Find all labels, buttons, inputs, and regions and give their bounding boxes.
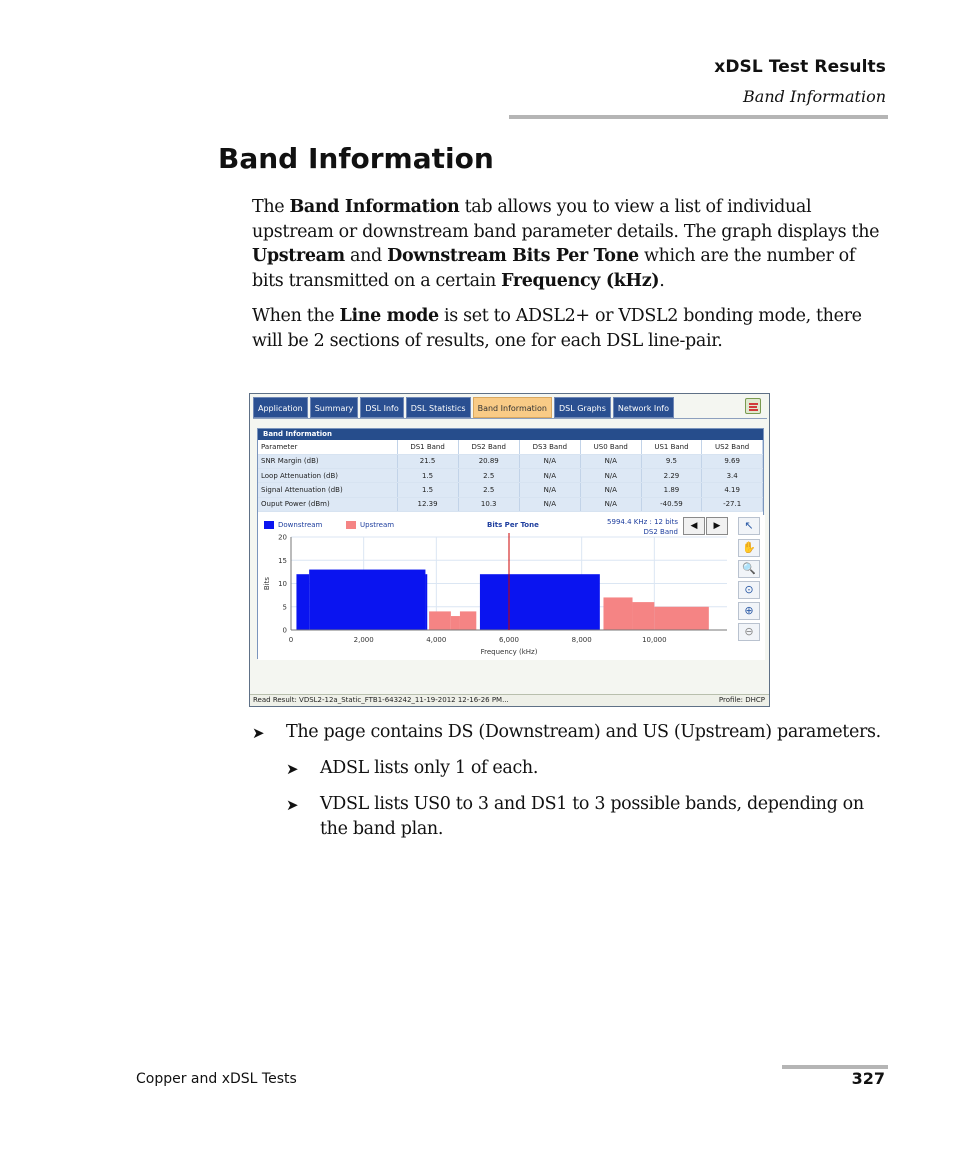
x-tick-label: 2,000 — [353, 636, 374, 644]
tab-dsl-info[interactable]: DSL Info — [360, 397, 403, 418]
tab-band-information[interactable]: Band Information — [473, 397, 552, 418]
table-row — [258, 454, 763, 468]
upstream-bar — [429, 611, 451, 630]
table-cell: N/A — [519, 454, 580, 468]
pan-hand-icon[interactable]: ✋ — [738, 539, 760, 557]
table-row — [258, 497, 763, 511]
pointer-tool-icon[interactable]: ↖ — [738, 517, 760, 535]
status-profile: Profile: DHCP — [718, 696, 765, 704]
tab-dsl-statistics[interactable]: DSL Statistics — [406, 397, 471, 418]
column-header: DS2 Band — [458, 440, 519, 454]
list-item: The page contains DS (Downstream) and US (Upstream) parameters. — [286, 722, 881, 742]
y-tick-label: 5 — [282, 603, 287, 612]
table-cell: 1.89 — [641, 483, 702, 497]
table-cell: N/A — [519, 483, 580, 497]
table-cell: 4.19 — [702, 483, 763, 497]
x-tick-label: 0 — [288, 636, 294, 644]
running-header-subtitle: Band Information — [743, 87, 886, 106]
table-cell: N/A — [519, 469, 580, 483]
table-row — [258, 483, 763, 497]
page-number: 327 — [851, 1069, 885, 1088]
table-cell: -27.1 — [702, 497, 763, 511]
column-header: US0 Band — [580, 440, 641, 454]
table-cell: 10.3 — [458, 497, 519, 511]
table-row — [258, 469, 763, 483]
bits-per-tone-graph — [258, 515, 765, 660]
status-read-result: Read Result: VDSL2-12a_Static_FTB1-643242_11-19-2012 12-16-26 PM... — [253, 696, 509, 704]
table-header-row — [258, 440, 763, 454]
y-tick-label: 20 — [278, 533, 287, 542]
table-cell: -40.59 — [641, 497, 702, 511]
table-cell: SNR Margin (dB) — [258, 454, 397, 468]
tab-application[interactable]: Application — [253, 397, 308, 418]
zoom-area-icon[interactable]: 🔍 — [738, 560, 760, 578]
tab-summary[interactable]: Summary — [310, 397, 359, 418]
x-tick-label: 6,000 — [498, 636, 520, 644]
table-cell: N/A — [580, 454, 641, 468]
x-tick-label: 8,000 — [571, 636, 592, 644]
downstream-bar — [480, 574, 600, 630]
table-cell: 9.5 — [641, 454, 702, 468]
table-cell: N/A — [580, 483, 641, 497]
downstream-bar — [296, 574, 309, 630]
bullet-arrow-icon: ➤ — [252, 724, 265, 742]
x-axis-label: Frequency (kHz) — [480, 648, 538, 656]
zoom-in-icon[interactable]: ⊕ — [738, 602, 760, 620]
table-cell: Signal Attenuation (dB) — [258, 483, 397, 497]
table-cell: 1.5 — [397, 483, 458, 497]
band-information-panel — [257, 428, 764, 659]
running-header-title: xDSL Test Results — [714, 57, 886, 77]
tab-bar-divider — [253, 418, 767, 419]
column-header: DS3 Band — [519, 440, 580, 454]
table-cell: 20.89 — [458, 454, 519, 468]
table-cell: Ouput Power (dBm) — [258, 497, 397, 511]
list-item: ADSL lists only 1 of each. — [320, 758, 539, 778]
x-tick-label: 4,000 — [426, 636, 447, 644]
table-cell: 2.5 — [458, 469, 519, 483]
table-cell: N/A — [580, 497, 641, 511]
tab-dsl-graphs[interactable]: DSL Graphs — [554, 397, 611, 418]
zoom-fit-icon[interactable]: ⊙ — [738, 581, 760, 599]
readout-band: DS2 Band — [643, 528, 678, 536]
y-axis-label: Bits — [263, 576, 271, 591]
upstream-bar — [654, 607, 709, 630]
upstream-bar — [451, 616, 460, 630]
table-cell: 1.5 — [397, 469, 458, 483]
legend-upstream-label: Upstream — [360, 521, 395, 529]
y-tick-label: 10 — [278, 580, 287, 588]
next-band-button[interactable]: ▶ — [706, 517, 728, 535]
status-bar — [250, 694, 769, 706]
list-item: VDSL lists US0 to 3 and DS1 to 3 possible bands, depending on the band plan. — [320, 794, 864, 839]
column-header: US2 Band — [702, 440, 763, 454]
y-tick-label: 15 — [278, 556, 287, 565]
band-information-screenshot — [249, 393, 770, 707]
table-cell: N/A — [580, 469, 641, 483]
downstream-bar — [425, 574, 427, 630]
intro-paragraph: The Band Information tab allows you to view a list of individual upstream or downstream band parameter details. The graph displays the Upstream and Downstream Bits Per Tone which are the number of bits transmitted on a certain Frequency (kHz). — [252, 197, 880, 291]
graph-title: Bits Per Tone — [487, 521, 539, 529]
notes-icon[interactable] — [745, 398, 761, 414]
table-cell: Loop Attenuation (dB) — [258, 469, 397, 483]
header-rule — [509, 115, 888, 119]
upstream-bar — [633, 602, 655, 630]
line-mode-paragraph: When the Line mode is set to ADSL2+ or VDSL2 bonding mode, there will be 2 sections of results, one for each DSL line-pair. — [252, 306, 862, 351]
y-tick-label: 0 — [282, 626, 287, 635]
column-header: Parameter — [258, 440, 397, 454]
table-cell: 21.5 — [397, 454, 458, 468]
tab-network-info[interactable]: Network Info — [613, 397, 674, 418]
upstream-bar — [460, 611, 476, 630]
table-cell: 9.69 — [702, 454, 763, 468]
readout-value: 5994.4 KHz : 12 bits — [607, 518, 678, 526]
chart-canvas — [258, 515, 728, 660]
previous-band-button[interactable]: ◀ — [683, 517, 705, 535]
x-tick-label: 10,000 — [642, 636, 667, 644]
zoom-out-icon[interactable]: ⊖ — [738, 623, 760, 641]
footer-chapter: Copper and xDSL Tests — [136, 1071, 297, 1087]
bullet-arrow-icon: ➤ — [286, 760, 299, 778]
bullet-arrow-icon: ➤ — [286, 796, 299, 814]
downstream-bar — [309, 570, 425, 630]
column-header: DS1 Band — [397, 440, 458, 454]
legend-downstream-label: Downstream — [278, 521, 323, 529]
table-cell: 12.39 — [397, 497, 458, 511]
upstream-bar — [603, 597, 632, 630]
table-cell: N/A — [519, 497, 580, 511]
band-table — [258, 440, 763, 512]
panel-title: Band Information — [258, 429, 763, 440]
table-cell: 2.5 — [458, 483, 519, 497]
page-title: Band Information — [218, 142, 494, 175]
column-header: US1 Band — [641, 440, 702, 454]
tab-bar — [253, 397, 676, 418]
table-cell: 2.29 — [641, 469, 702, 483]
table-cell: 3.4 — [702, 469, 763, 483]
